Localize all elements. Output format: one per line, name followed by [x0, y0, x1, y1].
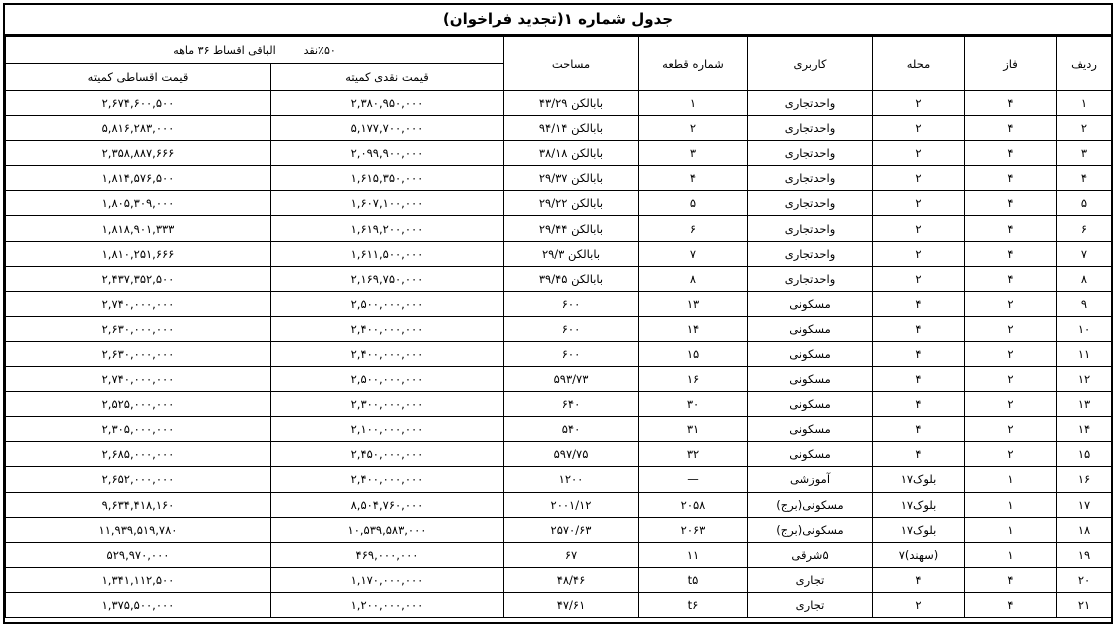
cell-phase: ۴ [965, 592, 1057, 617]
cell-cash-price: ۱,۶۱۱,۵۰۰,۰۰۰ [271, 241, 504, 266]
cell-plot-number: ۳۲ [639, 442, 748, 467]
cell-plot-number: ۲۰۵۸ [639, 492, 748, 517]
cell-cash-price: ۱,۶۱۹,۲۰۰,۰۰۰ [271, 216, 504, 241]
cell-usage: واحدتجاری [748, 141, 873, 166]
cell-cash-price: ۱,۶۰۷,۱۰۰,۰۰۰ [271, 191, 504, 216]
cell-cash-price: ۲,۵۰۰,۰۰۰,۰۰۰ [271, 291, 504, 316]
cell-row-number: ۱۴ [1057, 417, 1112, 442]
cell-usage: واحدتجاری [748, 241, 873, 266]
cell-area: بابالکن ۲۹/۲۲ [504, 191, 639, 216]
table-title: جدول شماره ۱(تجدید فراخوان) [5, 5, 1111, 36]
cell-installment-price: ۲,۶۳۰,۰۰۰,۰۰۰ [6, 341, 271, 366]
cell-area: ۶۰۰ [504, 291, 639, 316]
cell-phase: ۲ [965, 367, 1057, 392]
table-row [6, 241, 1112, 266]
cell-installment-price: ۲,۶۵۲,۰۰۰,۰۰۰ [6, 467, 271, 492]
cell-phase: ۱ [965, 542, 1057, 567]
cell-installment-price: ۲,۶۷۴,۶۰۰,۵۰۰ [6, 91, 271, 116]
cell-usage: آموزشی [748, 467, 873, 492]
cell-cash-price: ۲,۴۰۰,۰۰۰,۰۰۰ [271, 467, 504, 492]
cell-area: ۲۵۷۰/۶۳ [504, 517, 639, 542]
header-phase: فاز [965, 37, 1057, 91]
cell-usage: مسکونی [748, 341, 873, 366]
cell-cash-price: ۸,۵۰۴,۷۶۰,۰۰۰ [271, 492, 504, 517]
cell-cash-price: ۱,۲۰۰,۰۰۰,۰۰۰ [271, 592, 504, 617]
cell-plot-number: ۲ [639, 116, 748, 141]
cell-installment-price: ۲,۵۲۵,۰۰۰,۰۰۰ [6, 392, 271, 417]
cell-installment-price: ۱,۸۱۰,۲۵۱,۶۶۶ [6, 241, 271, 266]
header-installment-price: قیمت اقساطی کمیته [6, 64, 271, 91]
cell-phase: ۱ [965, 517, 1057, 542]
cell-neighborhood: ۲ [873, 241, 965, 266]
cell-phase: ۴ [965, 191, 1057, 216]
cell-row-number: ۱۷ [1057, 492, 1112, 517]
cell-phase: ۴ [965, 116, 1057, 141]
cell-usage: تجاری [748, 567, 873, 592]
cell-area: ۶۰۰ [504, 341, 639, 366]
header-row-number: ردیف [1057, 37, 1112, 91]
cell-plot-number: ۲۰۶۳ [639, 517, 748, 542]
cell-row-number: ۱۳ [1057, 392, 1112, 417]
cell-area: ۴۷/۶۱ [504, 592, 639, 617]
header-cash-price: قیمت نقدی کمیته [271, 64, 504, 91]
table-row [6, 542, 1112, 567]
cell-phase: ۴ [965, 567, 1057, 592]
cell-phase: ۲ [965, 291, 1057, 316]
table-row [6, 392, 1112, 417]
cell-cash-price: ۲,۳۸۰,۹۵۰,۰۰۰ [271, 91, 504, 116]
table-row [6, 191, 1112, 216]
cell-area: ۵۹۷/۷۵ [504, 442, 639, 467]
cell-plot-number: ۴ [639, 166, 748, 191]
cell-neighborhood: ۴ [873, 367, 965, 392]
header-area: مساحت [504, 37, 639, 91]
cell-plot-number: ۶ [639, 216, 748, 241]
table-row [6, 266, 1112, 291]
cell-area: بابالکن ۲۹/۳۷ [504, 166, 639, 191]
cell-cash-price: ۲,۴۰۰,۰۰۰,۰۰۰ [271, 316, 504, 341]
cell-neighborhood: ۴ [873, 316, 965, 341]
cell-usage: مسکونی(برج) [748, 517, 873, 542]
cell-neighborhood: بلوک۱۷ [873, 517, 965, 542]
cell-usage: واحدتجاری [748, 166, 873, 191]
cell-neighborhood: بلوک۱۷ [873, 492, 965, 517]
cell-neighborhood: ۴ [873, 291, 965, 316]
cell-area: ۵۹۳/۷۳ [504, 367, 639, 392]
cell-phase: ۲ [965, 417, 1057, 442]
cell-row-number: ۴ [1057, 166, 1112, 191]
cell-usage: ۵شرقی [748, 542, 873, 567]
cell-area: ۶۷ [504, 542, 639, 567]
table-row [6, 91, 1112, 116]
cell-cash-price: ۲,۱۶۹,۷۵۰,۰۰۰ [271, 266, 504, 291]
price-table [5, 36, 1112, 618]
cell-usage: واحدتجاری [748, 266, 873, 291]
cell-neighborhood: (سهند)۷ [873, 542, 965, 567]
cell-installment-price: ۱,۳۴۱,۱۱۲,۵۰۰ [6, 567, 271, 592]
cell-phase: ۲ [965, 442, 1057, 467]
cell-area: ۱۲۰۰ [504, 467, 639, 492]
cell-cash-price: ۱,۱۷۰,۰۰۰,۰۰۰ [271, 567, 504, 592]
cell-usage: مسکونی [748, 417, 873, 442]
cell-plot-number: ۵ [639, 191, 748, 216]
cell-cash-price: ۲,۱۰۰,۰۰۰,۰۰۰ [271, 417, 504, 442]
table-row [6, 417, 1112, 442]
cell-neighborhood: ۴ [873, 392, 965, 417]
cell-installment-price: ۱,۸۰۵,۳۰۹,۰۰۰ [6, 191, 271, 216]
table-row [6, 216, 1112, 241]
cell-cash-price: ۱,۶۱۵,۳۵۰,۰۰۰ [271, 166, 504, 191]
cell-usage: مسکونی [748, 316, 873, 341]
cell-phase: ۴ [965, 166, 1057, 191]
table-row [6, 341, 1112, 366]
cell-row-number: ۵ [1057, 191, 1112, 216]
cell-plot-number: ۳۱ [639, 417, 748, 442]
cell-plot-number: ۱۵ [639, 341, 748, 366]
cell-area: بابالکن ۲۹/۳ [504, 241, 639, 266]
cell-row-number: ۲ [1057, 116, 1112, 141]
table-row [6, 567, 1112, 592]
cell-cash-price: ۲,۴۵۰,۰۰۰,۰۰۰ [271, 442, 504, 467]
cell-usage: مسکونی [748, 367, 873, 392]
cell-cash-price: ۲,۵۰۰,۰۰۰,۰۰۰ [271, 367, 504, 392]
cell-cash-price: ۲,۰۹۹,۹۰۰,۰۰۰ [271, 141, 504, 166]
cell-phase: ۴ [965, 141, 1057, 166]
cell-installment-price: ۲,۶۳۰,۰۰۰,۰۰۰ [6, 316, 271, 341]
cell-installment-price: ۲,۳۵۸,۸۸۷,۶۶۶ [6, 141, 271, 166]
cell-plot-number: ۱۶ [639, 367, 748, 392]
cell-area: بابالکن ۹۴/۱۴ [504, 116, 639, 141]
table-row [6, 291, 1112, 316]
table-row [6, 517, 1112, 542]
cell-usage: واحدتجاری [748, 91, 873, 116]
cell-row-number: ۹ [1057, 291, 1112, 316]
cell-neighborhood: ۴ [873, 417, 965, 442]
header-plot-number: شماره قطعه [639, 37, 748, 91]
cell-neighborhood: ۲ [873, 216, 965, 241]
cell-installment-price: ۲,۴۳۷,۳۵۲,۵۰۰ [6, 266, 271, 291]
cell-usage: واحدتجاری [748, 191, 873, 216]
cell-usage: مسکونی [748, 442, 873, 467]
cell-usage: مسکونی(برج) [748, 492, 873, 517]
cell-installment-price: ۲,۶۸۵,۰۰۰,۰۰۰ [6, 442, 271, 467]
table-row [6, 492, 1112, 517]
cell-usage: تجاری [748, 592, 873, 617]
cell-phase: ۲ [965, 341, 1057, 366]
cell-row-number: ۱۲ [1057, 367, 1112, 392]
cell-plot-number: — [639, 467, 748, 492]
cell-plot-number: ۱۳ [639, 291, 748, 316]
cell-row-number: ۱۸ [1057, 517, 1112, 542]
table-row [6, 367, 1112, 392]
cell-row-number: ۲۱ [1057, 592, 1112, 617]
cell-installment-price: ۹,۶۳۴,۴۱۸,۱۶۰ [6, 492, 271, 517]
payment-terms-installments: الباقی اقساط ۳۶ ماهه [173, 43, 276, 57]
cell-installment-price: ۵۲۹,۹۷۰,۰۰۰ [6, 542, 271, 567]
cell-phase: ۴ [965, 266, 1057, 291]
table-row [6, 116, 1112, 141]
cell-neighborhood: بلوک۱۷ [873, 467, 965, 492]
table-row [6, 166, 1112, 191]
table-row [6, 141, 1112, 166]
cell-row-number: ۶ [1057, 216, 1112, 241]
table-row [6, 467, 1112, 492]
cell-area: ۴۸/۴۶ [504, 567, 639, 592]
cell-phase: ۲ [965, 316, 1057, 341]
cell-plot-number: t۶ [639, 592, 748, 617]
cell-cash-price: ۴۶۹,۰۰۰,۰۰۰ [271, 542, 504, 567]
cell-area: بابالکن ۲۹/۴۴ [504, 216, 639, 241]
cell-area: ۶۰۰ [504, 316, 639, 341]
cell-cash-price: ۱۰,۵۳۹,۵۸۳,۰۰۰ [271, 517, 504, 542]
cell-neighborhood: ۲ [873, 166, 965, 191]
cell-usage: واحدتجاری [748, 116, 873, 141]
cell-row-number: ۱۱ [1057, 341, 1112, 366]
cell-neighborhood: ۲ [873, 116, 965, 141]
cell-plot-number: t۵ [639, 567, 748, 592]
cell-plot-number: ۳۰ [639, 392, 748, 417]
cell-row-number: ۳ [1057, 141, 1112, 166]
cell-area: ۶۴۰ [504, 392, 639, 417]
cell-phase: ۴ [965, 91, 1057, 116]
cell-plot-number: ۱۱ [639, 542, 748, 567]
cell-phase: ۴ [965, 241, 1057, 266]
cell-neighborhood: ۴ [873, 567, 965, 592]
cell-neighborhood: ۲ [873, 141, 965, 166]
cell-usage: واحدتجاری [748, 216, 873, 241]
cell-row-number: ۱۹ [1057, 542, 1112, 567]
table-row [6, 592, 1112, 617]
table-row [6, 442, 1112, 467]
cell-plot-number: ۸ [639, 266, 748, 291]
cell-installment-price: ۱۱,۹۳۹,۵۱۹,۷۸۰ [6, 517, 271, 542]
cell-installment-price: ۲,۷۴۰,۰۰۰,۰۰۰ [6, 291, 271, 316]
cell-neighborhood: ۲ [873, 592, 965, 617]
header-usage: کاربری [748, 37, 873, 91]
cell-neighborhood: ۲ [873, 91, 965, 116]
cell-neighborhood: ۴ [873, 442, 965, 467]
cell-installment-price: ۱,۳۷۵,۵۰۰,۰۰۰ [6, 592, 271, 617]
cell-cash-price: ۵,۱۷۷,۷۰۰,۰۰۰ [271, 116, 504, 141]
payment-terms-cash: ٪۵۰نقد [303, 43, 336, 57]
cell-phase: ۲ [965, 392, 1057, 417]
header-payment-terms [6, 37, 504, 64]
cell-area: ۵۴۰ [504, 417, 639, 442]
cell-area: بابالکن ۳۹/۴۵ [504, 266, 639, 291]
cell-usage: مسکونی [748, 392, 873, 417]
cell-usage: مسکونی [748, 291, 873, 316]
cell-plot-number: ۱۴ [639, 316, 748, 341]
cell-installment-price: ۲,۷۴۰,۰۰۰,۰۰۰ [6, 367, 271, 392]
price-table-sheet [3, 3, 1113, 624]
cell-phase: ۴ [965, 216, 1057, 241]
cell-installment-price: ۵,۸۱۶,۲۸۳,۰۰۰ [6, 116, 271, 141]
cell-installment-price: ۱,۸۱۴,۵۷۶,۵۰۰ [6, 166, 271, 191]
cell-neighborhood: ۲ [873, 191, 965, 216]
cell-phase: ۱ [965, 492, 1057, 517]
cell-cash-price: ۲,۳۰۰,۰۰۰,۰۰۰ [271, 392, 504, 417]
cell-phase: ۱ [965, 467, 1057, 492]
cell-area: ۲۰۰۱/۱۲ [504, 492, 639, 517]
cell-area: بابالکن ۴۳/۲۹ [504, 91, 639, 116]
header-neighborhood: محله [873, 37, 965, 91]
cell-area: بابالکن ۳۸/۱۸ [504, 141, 639, 166]
cell-installment-price: ۱,۸۱۸,۹۰۱,۳۳۳ [6, 216, 271, 241]
cell-row-number: ۷ [1057, 241, 1112, 266]
cell-installment-price: ۲,۳۰۵,۰۰۰,۰۰۰ [6, 417, 271, 442]
cell-row-number: ۸ [1057, 266, 1112, 291]
cell-plot-number: ۳ [639, 141, 748, 166]
cell-row-number: ۲۰ [1057, 567, 1112, 592]
table-row [6, 316, 1112, 341]
cell-cash-price: ۲,۴۰۰,۰۰۰,۰۰۰ [271, 341, 504, 366]
cell-plot-number: ۱ [639, 91, 748, 116]
cell-row-number: ۱ [1057, 91, 1112, 116]
cell-row-number: ۱۵ [1057, 442, 1112, 467]
cell-row-number: ۱۰ [1057, 316, 1112, 341]
cell-neighborhood: ۲ [873, 266, 965, 291]
cell-plot-number: ۷ [639, 241, 748, 266]
cell-neighborhood: ۴ [873, 341, 965, 366]
cell-row-number: ۱۶ [1057, 467, 1112, 492]
